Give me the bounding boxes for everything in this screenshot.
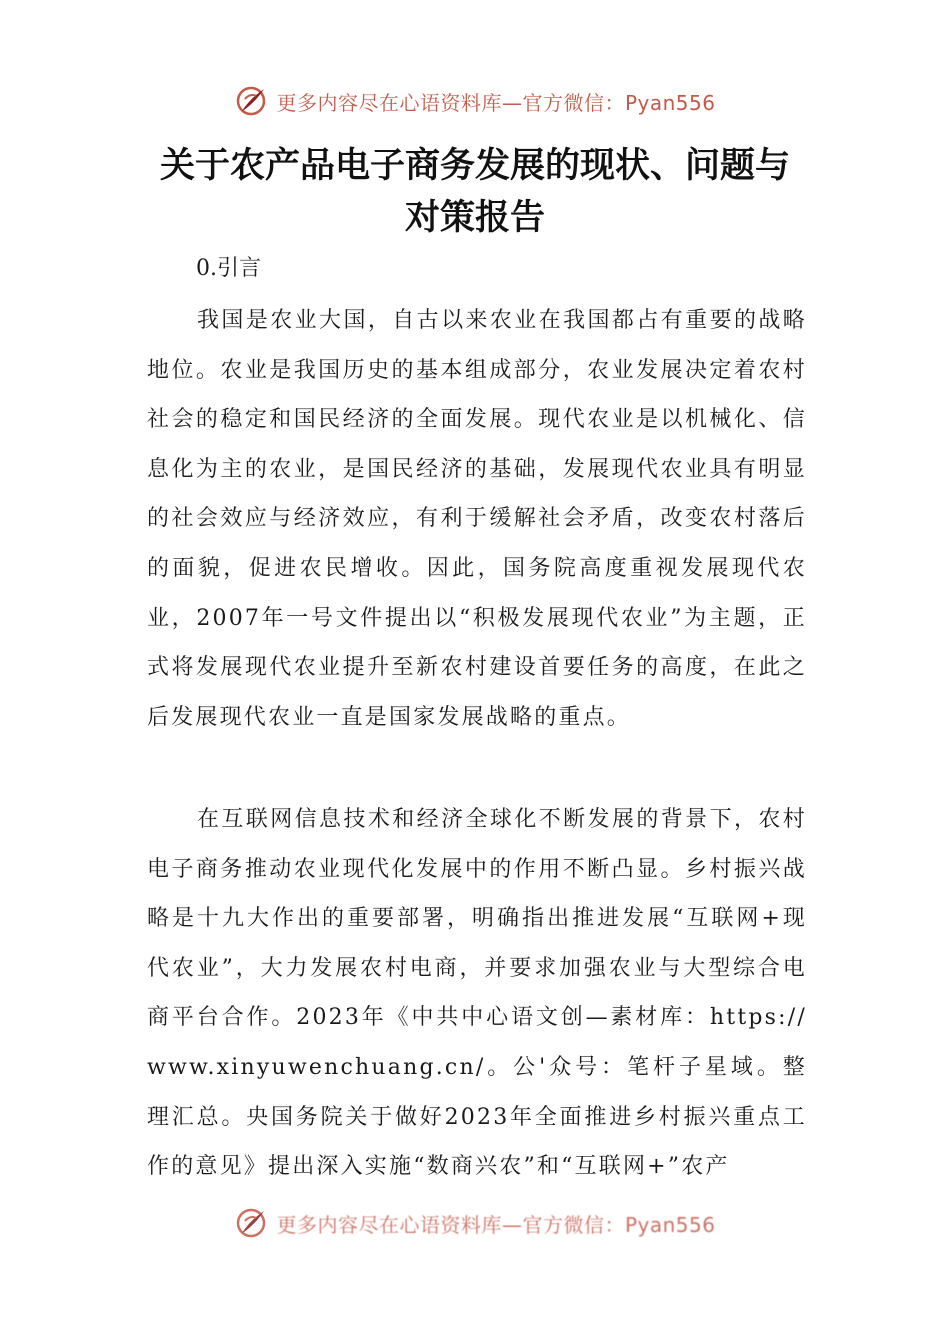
header-banner-text: 更多内容尽在心语资料库—官方微信：Pyan556 (276, 90, 716, 115)
header-watermark-banner (0, 84, 950, 118)
section-heading-introduction: 0.引言 (196, 256, 261, 281)
body-paragraph-2: 在互联网信息技术和经济全球化不断发展的背景下，农村电子商务推动农业现代化发展中的作用不断凸显。乡村振兴战略是十九大作出的重要部署，明确指出推进发展“互联网+现代农业”，大力发展农村电商，并要求加强农业与大型综合电商平台合作。2023年《中共中心语文创—素材库：https://www.xinyuwenchuang.cn/。公'众号：笔杆子星域。整理汇总。央国务院关于做好2023年全面推进乡村振兴重点工作的意见》提出深入实施“数商兴农”和“互联网+”农产 (147, 807, 807, 1180)
quill-logo-icon (234, 84, 268, 118)
body-paragraph-1: 我国是农业大国，自古以来农业在我国都占有重要的战略地位。农业是我国历史的基本组成部分，农业发展决定着农村社会的稳定和国民经济的全面发展。现代农业是以机械化、信息化为主的农业，是国民经济的基础，发展现代农业具有明显的社会效应与经济效应，有利于缓解社会矛盾，改变农村落后的面貌，促进农民增收。因此，国务院高度重视发展现代农业，2007年一号文件提出以“积极发展现代农业”为主题，正式将发展现代农业提升至新农村建设首要任务的高度，在此之后发展现代农业一直是国家发展战略的重点。 (147, 308, 807, 730)
footer-banner-text: 更多内容尽在心语资料库—官方微信：Pyan556 (276, 1212, 716, 1237)
document-title (130, 140, 820, 244)
title-line-1: 关于农产品电子商务发展的现状、问题与 (159, 145, 790, 186)
title-line-2: 对策报告 (404, 197, 545, 238)
quill-logo-icon (234, 1206, 268, 1240)
footer-watermark-banner (0, 1206, 950, 1240)
